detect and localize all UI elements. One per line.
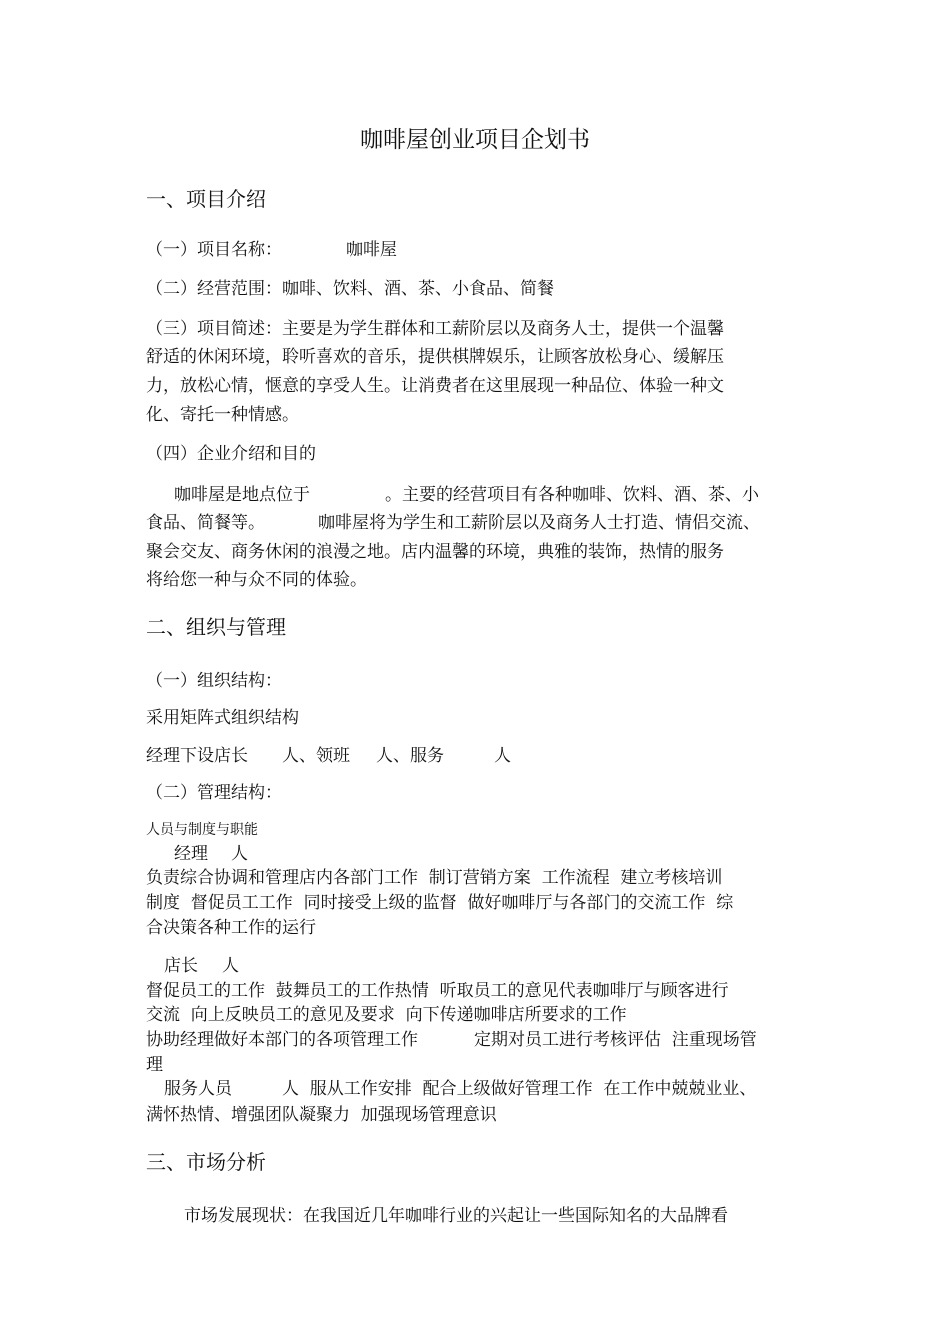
staff-line: 人、领班 <box>282 746 350 766</box>
project-name-value: 咖啡屋 <box>346 240 397 260</box>
service-staff-duty-line: 人 服从工作安排 配合上级做好管理工作 在工作中兢兢业业、 <box>282 1079 757 1099</box>
company-intro-line: 咖啡屋将为学生和工薪阶层以及商务人士打造、情侣交流、 <box>318 513 760 533</box>
management-structure-label: （二）管理结构： <box>146 783 282 803</box>
shop-manager-duty-line: 督促员工的工作 鼓舞员工的工作热情 听取员工的意见代表咖啡厅与顾客进行 <box>146 981 729 1001</box>
project-description-line: 化、寄托一种情感。 <box>146 405 299 425</box>
shop-manager-role: 店长 <box>164 956 198 976</box>
staff-line: 经理下设店长 <box>146 746 248 766</box>
company-intro-line: 食品、简餐等。 <box>146 513 265 533</box>
staff-line: 人 <box>494 746 511 766</box>
company-intro-line: 咖啡屋是地点位于 <box>174 485 310 505</box>
roles-label: 人员与制度与职能 <box>146 822 258 838</box>
project-description-line: 力，放松心情，惬意的享受人生。让消费者在这里展现一种品位、体验一种文 <box>146 376 724 396</box>
document-title: 咖啡屋创业项目企划书 <box>360 127 590 153</box>
project-description-line: 舒适的休闲环境，聆听喜欢的音乐，提供棋牌娱乐，让顾客放松身心、缓解压 <box>146 347 724 367</box>
company-intro-line: 聚会交友、商务休闲的浪漫之地。店内温馨的环境，典雅的装饰，热情的服务 <box>146 542 724 562</box>
org-structure-type: 采用矩阵式组织结构 <box>146 708 299 728</box>
project-name-label: （一）项目名称： <box>146 240 282 260</box>
shop-manager-duty-line: 定期对员工进行考核评估 注重现场管 <box>474 1030 757 1050</box>
shop-manager-count: 人 <box>222 956 239 976</box>
business-scope: （二）经营范围：咖啡、饮料、酒、茶、小食品、简餐 <box>146 279 554 299</box>
manager-duty-line: 制度 督促员工工作 同时接受上级的监督 做好咖啡厅与各部门的交流工作 综 <box>146 893 734 913</box>
shop-manager-duty-line: 交流 向上反映员工的意见及要求 向下传递咖啡店所要求的工作 <box>146 1005 627 1025</box>
manager-count: 人 <box>231 844 248 864</box>
market-analysis-line: 市场发展现状：在我国近几年咖啡行业的兴起让一些国际知名的大品牌看 <box>184 1206 728 1226</box>
staff-line: 人、服务 <box>376 746 444 766</box>
company-intro-line: 将给您一种与众不同的体验。 <box>146 570 367 590</box>
shop-manager-duty-line: 协助经理做好本部门的各项管理工作 <box>146 1030 418 1050</box>
service-staff-duty-line: 满怀热情、增强团队凝聚力 加强现场管理意识 <box>146 1105 497 1125</box>
manager-role: 经理 <box>174 844 208 864</box>
section-heading-organization: 二、组织与管理 <box>146 615 286 639</box>
section-heading-market: 三、市场分析 <box>146 1150 266 1174</box>
org-structure-label: （一）组织结构： <box>146 671 282 691</box>
company-intro-line: 。主要的经营项目有各种咖啡、饮料、酒、茶、小 <box>385 485 759 505</box>
shop-manager-duty-line: 理 <box>146 1055 163 1075</box>
section-heading-intro: 一、项目介绍 <box>146 187 266 211</box>
service-staff-role: 服务人员 <box>164 1079 232 1099</box>
manager-duty-line: 合决策各种工作的运行 <box>146 918 316 938</box>
company-intro-heading: （四）企业介绍和目的 <box>146 444 316 464</box>
manager-duty-line: 负责综合协调和管理店内各部门工作 制订营销方案 工作流程 建立考核培训 <box>146 868 723 888</box>
project-description-line: （三）项目简述：主要是为学生群体和工薪阶层以及商务人士，提供一个温馨 <box>146 319 724 339</box>
